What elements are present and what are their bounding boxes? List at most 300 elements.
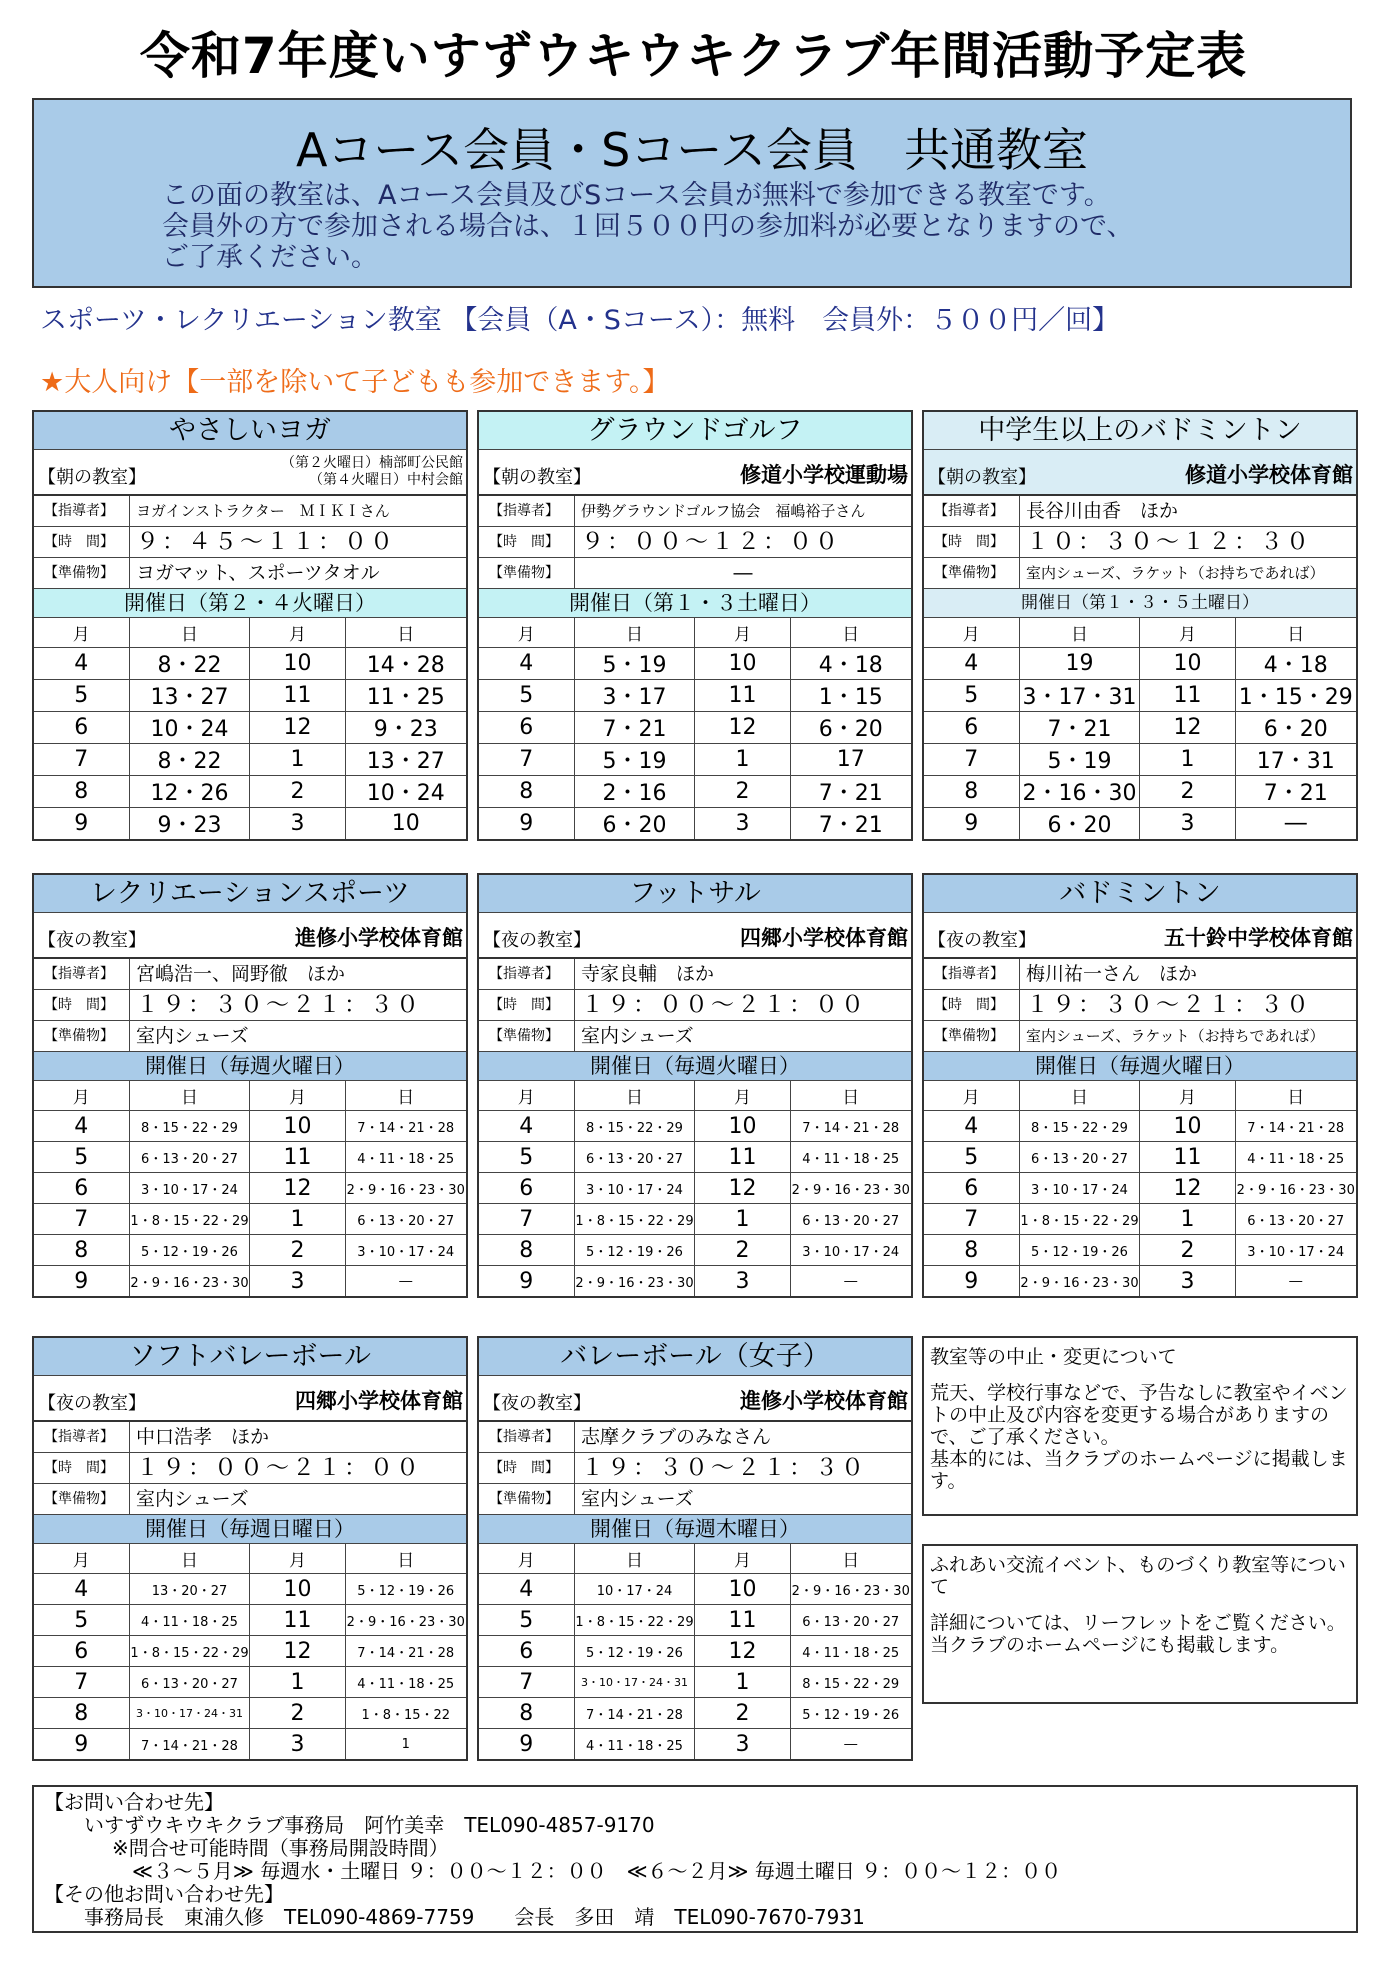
dates-cell: 1・8・15・22・29 <box>129 1636 250 1667</box>
dates-cell: 4・11・18・25 <box>345 1667 466 1698</box>
banner-intro <box>162 180 1133 273</box>
dates-cell: 19 <box>1019 648 1140 680</box>
dates-cell: 12・26 <box>129 776 250 808</box>
month-cell: 8 <box>479 1698 574 1729</box>
month-cell: 1 <box>250 744 345 776</box>
banner-line: ご了承ください。 <box>162 242 378 273</box>
schedule-row <box>479 648 911 680</box>
dates-cell: 8・22 <box>129 744 250 776</box>
row-value: 中口浩孝 ほか <box>136 1426 270 1448</box>
dates-cell: 2・9・16・23・30 <box>1235 1173 1356 1204</box>
row-value: ９：００～１２：００ <box>581 529 841 555</box>
venue-name: 五十鈴中学校体育館 <box>1164 926 1353 950</box>
row-value: 室内シューズ <box>136 1488 249 1510</box>
month-cell: 5 <box>34 1605 129 1636</box>
schedule-days: 開催日（毎週火曜日） <box>34 1052 466 1081</box>
dates-cell: 3・10・17・24 <box>1235 1235 1356 1266</box>
dates-cell: 7・14・21・28 <box>129 1729 250 1760</box>
dates-cell: 13・27 <box>345 744 466 776</box>
dates-cell: 3・10・17・24 <box>129 1173 250 1204</box>
dates-cell: 3・10・17・24・31 <box>129 1698 250 1729</box>
column-header: 日 <box>574 1081 695 1111</box>
row-label: 【時 間】 <box>479 990 575 1020</box>
month-cell: 4 <box>479 1111 574 1142</box>
course-banner <box>32 98 1352 288</box>
contact-other: 事務局長 東浦久修 TEL090-4869-7759 会長 多田 靖 TEL090-7670-7931 <box>84 1905 865 1929</box>
dates-cell: 2・9・16・23・30 <box>345 1605 466 1636</box>
column-header: 月 <box>34 1544 129 1574</box>
dates-cell: 4・11・18・25 <box>129 1605 250 1636</box>
schedule-row <box>924 1173 1356 1204</box>
time-row <box>479 1453 911 1484</box>
schedule-row <box>34 1729 466 1760</box>
month-cell: 2 <box>695 1698 790 1729</box>
items-row <box>479 558 911 589</box>
schedule-row <box>479 1729 911 1760</box>
schedule-header-row <box>34 618 466 648</box>
schedule-row <box>479 744 911 776</box>
time-row <box>924 527 1356 558</box>
items-row <box>34 1484 466 1515</box>
time-row <box>34 990 466 1021</box>
dates-cell: ― <box>1235 1266 1356 1297</box>
row-label: 【指導者】 <box>34 1422 130 1452</box>
month-cell: 4 <box>479 648 574 680</box>
month-cell: 4 <box>479 1574 574 1605</box>
contact-hours-label: ※問合せ可能時間（事務局開設時間） <box>112 1836 449 1860</box>
month-cell: 9 <box>34 1266 129 1297</box>
column-header: 月 <box>250 1544 345 1574</box>
schedule-row <box>479 1667 911 1698</box>
column-header: 日 <box>345 618 466 648</box>
contact-hours: ≪３～５月≫ 毎週水・土曜日 ９：００～１２：００ ≪６～２月≫ 毎週土曜日 ９：００～１２：００ <box>132 1859 1062 1883</box>
dates-cell: 5・12・19・26 <box>574 1235 695 1266</box>
month-cell: 3 <box>1140 808 1235 840</box>
column-header: 月 <box>479 618 574 648</box>
schedule-days: 開催日（第１・３土曜日） <box>479 589 911 618</box>
row-label: 【準備物】 <box>479 1484 575 1514</box>
month-cell: 8 <box>34 1235 129 1266</box>
month-cell: 1 <box>695 1204 790 1235</box>
row-label: 【時 間】 <box>924 990 1020 1020</box>
items-row <box>479 1484 911 1515</box>
class-panel <box>922 873 1358 1298</box>
dates-cell: 5・12・19・26 <box>790 1698 911 1729</box>
dates-cell: 17 <box>790 744 911 776</box>
dates-cell: 2・9・16・23・30 <box>790 1574 911 1605</box>
class-title: バレーボール（女子） <box>479 1338 911 1376</box>
schedule-header-row <box>479 1081 911 1111</box>
schedule-row <box>34 1111 466 1142</box>
schedule-days: 開催日（毎週火曜日） <box>479 1052 911 1081</box>
session-label: 【夜の教室】 <box>483 1393 591 1414</box>
dates-cell: 2・16・30 <box>1019 776 1140 808</box>
time-row <box>479 527 911 558</box>
dates-cell: 8・15・22・29 <box>1019 1111 1140 1142</box>
dates-cell: 4・11・18・25 <box>345 1142 466 1173</box>
dates-cell: 5・12・19・26 <box>1019 1235 1140 1266</box>
column-header: 月 <box>695 1544 790 1574</box>
schedule-row <box>479 776 911 808</box>
column-header: 日 <box>345 1081 466 1111</box>
column-header: 月 <box>1140 1081 1235 1111</box>
month-cell: 7 <box>924 1204 1019 1235</box>
row-label: 【準備物】 <box>34 1021 130 1051</box>
row-value: 室内シューズ、ラケット（お持ちであれば） <box>1026 1027 1325 1045</box>
venue-name: 進修小学校体育館 <box>295 926 463 950</box>
dates-cell: 3・17 <box>574 680 695 712</box>
month-cell: 9 <box>479 1729 574 1760</box>
month-cell: 10 <box>250 1111 345 1142</box>
column-header: 月 <box>1140 618 1235 648</box>
row-label: 【準備物】 <box>479 1021 575 1051</box>
schedule-header-row <box>924 618 1356 648</box>
dates-cell: 11・25 <box>345 680 466 712</box>
row-value: 長谷川由香 ほか <box>1026 500 1179 522</box>
venue-name: 四郷小学校体育館 <box>740 926 908 950</box>
schedule-row <box>924 1235 1356 1266</box>
instructor-row <box>34 496 466 527</box>
schedule-row <box>34 776 466 808</box>
month-cell: 4 <box>924 648 1019 680</box>
dates-cell: 7・14・21・28 <box>790 1111 911 1142</box>
column-header: 月 <box>34 618 129 648</box>
month-cell: 8 <box>34 776 129 808</box>
notice-heading: 教室等の中止・変更について <box>930 1346 1177 1368</box>
session-label: 【朝の教室】 <box>38 467 146 488</box>
month-cell: 9 <box>924 808 1019 840</box>
schedule-row <box>34 808 466 840</box>
month-cell: 7 <box>924 744 1019 776</box>
column-header: 月 <box>250 1081 345 1111</box>
venue-name: 四郷小学校体育館 <box>295 1389 463 1413</box>
schedule-row <box>479 1266 911 1297</box>
schedule-row <box>924 680 1356 712</box>
month-cell: 5 <box>479 1142 574 1173</box>
instructor-row <box>479 1422 911 1453</box>
dates-cell: 7・21 <box>790 808 911 840</box>
month-cell: 6 <box>479 712 574 744</box>
dates-cell: 7・21 <box>790 776 911 808</box>
schedule-row <box>479 712 911 744</box>
dates-cell: 13・20・27 <box>129 1574 250 1605</box>
month-cell: 3 <box>250 808 345 840</box>
month-cell: 6 <box>924 712 1019 744</box>
column-header: 日 <box>1235 1081 1356 1111</box>
row-value: １９：００～２１：００ <box>136 1455 422 1481</box>
column-header: 日 <box>129 1544 250 1574</box>
adult-note: ★大人向け【一部を除いて子どもも参加できます。】 <box>40 367 670 398</box>
row-value: 室内シューズ <box>136 1025 249 1047</box>
row-value: 梅川祐一さん ほか <box>1026 963 1198 985</box>
dates-cell: 1・8・15・22・29 <box>129 1204 250 1235</box>
month-cell: 7 <box>34 1667 129 1698</box>
column-header: 月 <box>250 618 345 648</box>
column-header: 日 <box>1019 1081 1140 1111</box>
notice-heading: ふれあい交流イベント、ものづくり教室等について <box>930 1554 1346 1598</box>
items-row <box>479 1021 911 1052</box>
venue-name: 修道小学校体育館 <box>1185 463 1353 487</box>
month-cell: 9 <box>479 808 574 840</box>
column-header: 日 <box>1019 618 1140 648</box>
month-cell: 11 <box>250 1605 345 1636</box>
schedule-days: 開催日（第１・３・５土曜日） <box>924 589 1356 618</box>
row-value: ９：４５～１１：００ <box>136 529 396 555</box>
month-cell: 3 <box>250 1266 345 1297</box>
month-cell: 4 <box>34 1111 129 1142</box>
row-value: １９：００～２１：００ <box>581 992 867 1018</box>
contact-office: いすずウキウキクラブ事務局 阿竹美幸 TEL090-4857-9170 <box>84 1813 655 1837</box>
month-cell: 9 <box>34 1729 129 1760</box>
month-cell: 11 <box>250 1142 345 1173</box>
dates-cell: 2・16 <box>574 776 695 808</box>
schedule-row <box>479 1111 911 1142</box>
month-cell: 9 <box>924 1266 1019 1297</box>
month-cell: 2 <box>695 1235 790 1266</box>
schedule-row <box>34 648 466 680</box>
column-header: 月 <box>695 1081 790 1111</box>
month-cell: 5 <box>924 1142 1019 1173</box>
month-cell: 2 <box>250 776 345 808</box>
schedule-row <box>34 1142 466 1173</box>
dates-cell: 5・19 <box>574 648 695 680</box>
month-cell: 12 <box>695 1173 790 1204</box>
row-label: 【時 間】 <box>34 527 130 557</box>
dates-cell: 1・8・15・22・29 <box>1019 1204 1140 1235</box>
schedule-row <box>924 648 1356 680</box>
class-panel <box>32 1336 468 1761</box>
dates-cell: 9・23 <box>129 808 250 840</box>
row-label: 【指導者】 <box>924 496 1020 526</box>
month-cell: 1 <box>1140 744 1235 776</box>
dates-cell: 6・13・20・27 <box>1019 1142 1140 1173</box>
month-cell: 5 <box>479 680 574 712</box>
class-venue-row <box>479 1376 911 1422</box>
month-cell: 11 <box>1140 680 1235 712</box>
month-cell: 5 <box>924 680 1019 712</box>
column-header: 日 <box>790 1081 911 1111</box>
schedule-days: 開催日（毎週日曜日） <box>34 1515 466 1544</box>
dates-cell: 6・13・20・27 <box>345 1204 466 1235</box>
session-label: 【夜の教室】 <box>38 930 146 951</box>
month-cell: 11 <box>1140 1142 1235 1173</box>
column-header: 日 <box>790 1544 911 1574</box>
dates-cell: 6・13・20・27 <box>129 1667 250 1698</box>
schedule-days: 開催日（毎週火曜日） <box>924 1052 1356 1081</box>
items-row <box>34 1021 466 1052</box>
dates-cell: 9・23 <box>345 712 466 744</box>
row-label: 【時 間】 <box>34 990 130 1020</box>
schedule-row <box>479 1204 911 1235</box>
schedule-header-row <box>34 1081 466 1111</box>
month-cell: 10 <box>250 648 345 680</box>
dates-cell: 17・31 <box>1235 744 1356 776</box>
session-label: 【夜の教室】 <box>928 930 1036 951</box>
schedule-row <box>34 1235 466 1266</box>
items-row <box>924 1021 1356 1052</box>
month-cell: 3 <box>695 1266 790 1297</box>
schedule-row <box>924 1142 1356 1173</box>
month-cell: 6 <box>479 1636 574 1667</box>
dates-cell: 8・15・22・29 <box>129 1111 250 1142</box>
schedule-row <box>34 1173 466 1204</box>
month-cell: 12 <box>695 1636 790 1667</box>
schedule-row <box>924 1111 1356 1142</box>
month-cell: 9 <box>479 1266 574 1297</box>
dates-cell: 8・22 <box>129 648 250 680</box>
month-cell: 6 <box>924 1173 1019 1204</box>
dates-cell: 14・28 <box>345 648 466 680</box>
dates-cell: 8・15・22・29 <box>790 1667 911 1698</box>
row-value: 伊勢グラウンドゴルフ協会 福嶋裕子さん <box>581 502 866 520</box>
dates-cell: 6・13・20・27 <box>790 1605 911 1636</box>
column-header: 月 <box>924 618 1019 648</box>
month-cell: 7 <box>479 744 574 776</box>
row-label: 【準備物】 <box>924 1021 1020 1051</box>
row-label: 【準備物】 <box>34 1484 130 1514</box>
class-panel <box>477 873 913 1298</box>
dates-cell: 1・8・15・22・29 <box>574 1204 695 1235</box>
class-venue-row <box>34 1376 466 1422</box>
schedule-row <box>924 1266 1356 1297</box>
month-cell: 5 <box>34 680 129 712</box>
schedule-table <box>479 1081 911 1296</box>
month-cell: 10 <box>250 1574 345 1605</box>
class-venue-row <box>924 450 1356 496</box>
dates-cell: 4・18 <box>1235 648 1356 680</box>
sports-fee-line: スポーツ・レクリエーション教室 【会員（A・Sコース）：無料 会員外：５００円／回】 <box>40 305 1120 336</box>
row-label: 【指導者】 <box>479 959 575 989</box>
class-venue-row <box>479 913 911 959</box>
dates-cell: 6・20 <box>574 808 695 840</box>
row-label: 【準備物】 <box>479 558 575 588</box>
month-cell: 10 <box>695 1574 790 1605</box>
instructor-row <box>479 496 911 527</box>
schedule-row <box>34 680 466 712</box>
schedule-row <box>479 1142 911 1173</box>
dates-cell: 3・10・17・24 <box>790 1235 911 1266</box>
banner-line: この面の教室は、Aコース会員及びSコース会員が無料で参加できる教室です。 <box>162 180 1111 211</box>
month-cell: 12 <box>1140 1173 1235 1204</box>
dates-cell: 1・15・29 <box>1235 680 1356 712</box>
class-title: レクリエーションスポーツ <box>34 875 466 913</box>
venue-line: （第４火曜日）中村会館 <box>309 472 463 488</box>
dates-cell: 6・13・20・27 <box>1235 1204 1356 1235</box>
dates-cell: 5・19 <box>1019 744 1140 776</box>
dates-cell: 2・9・16・23・30 <box>129 1266 250 1297</box>
row-value: 室内シューズ、ラケット（お持ちであれば） <box>1026 564 1325 582</box>
month-cell: 2 <box>250 1235 345 1266</box>
class-title: バドミントン <box>924 875 1356 913</box>
month-cell: 3 <box>1140 1266 1235 1297</box>
column-header: 月 <box>479 1544 574 1574</box>
month-cell: 5 <box>479 1605 574 1636</box>
month-cell: 2 <box>250 1698 345 1729</box>
column-header: 月 <box>695 618 790 648</box>
schedule-table <box>34 1081 466 1296</box>
month-cell: 6 <box>34 1173 129 1204</box>
dates-cell: 10・24 <box>129 712 250 744</box>
month-cell: 6 <box>479 1173 574 1204</box>
schedule-table <box>479 618 911 839</box>
dates-cell: 2・9・16・23・30 <box>790 1173 911 1204</box>
venue-name: 進修小学校体育館 <box>740 1389 908 1413</box>
contact-other-heading: 【その他お問い合わせ先】 <box>44 1882 284 1906</box>
month-cell: 2 <box>695 776 790 808</box>
schedule-table <box>34 618 466 839</box>
page-title: 令和7年度いすずウキウキクラブ年間活動予定表 <box>139 27 1248 85</box>
class-panel <box>477 1336 913 1761</box>
month-cell: 6 <box>34 1636 129 1667</box>
column-header: 日 <box>1235 618 1356 648</box>
schedule-table <box>924 1081 1356 1296</box>
schedule-row <box>34 1698 466 1729</box>
class-panel <box>32 873 468 1298</box>
column-header: 日 <box>129 1081 250 1111</box>
schedule-row <box>34 1636 466 1667</box>
class-venue-row <box>34 913 466 959</box>
instructor-row <box>924 959 1356 990</box>
dates-cell: 1・8・15・22・29 <box>574 1605 695 1636</box>
time-row <box>924 990 1356 1021</box>
dates-cell: 4・11・18・25 <box>574 1729 695 1760</box>
schedule-row <box>924 712 1356 744</box>
row-label: 【指導者】 <box>924 959 1020 989</box>
dates-cell: 4・11・18・25 <box>790 1636 911 1667</box>
dates-cell: 3・10・17・24・31 <box>574 1667 695 1698</box>
dates-cell: 2・9・16・23・30 <box>345 1173 466 1204</box>
dates-cell: 10 <box>345 808 466 840</box>
month-cell: 7 <box>34 1204 129 1235</box>
month-cell: 1 <box>695 1667 790 1698</box>
schedule-days: 開催日（毎週木曜日） <box>479 1515 911 1544</box>
month-cell: 11 <box>695 1142 790 1173</box>
row-label: 【指導者】 <box>479 496 575 526</box>
class-title: やさしいヨガ <box>34 412 466 450</box>
contact-heading: 【お問い合わせ先】 <box>44 1790 224 1814</box>
row-value: ヨガインストラクター ＭＩＫＩさん <box>136 502 390 520</box>
schedule-row <box>34 744 466 776</box>
month-cell: 8 <box>479 776 574 808</box>
dates-cell: 10・24 <box>345 776 466 808</box>
month-cell: 4 <box>924 1111 1019 1142</box>
dates-cell: 7・14・21・28 <box>345 1636 466 1667</box>
session-label: 【夜の教室】 <box>483 930 591 951</box>
month-cell: 3 <box>695 1729 790 1760</box>
month-cell: 3 <box>250 1729 345 1760</box>
column-header: 月 <box>34 1081 129 1111</box>
column-header: 月 <box>479 1081 574 1111</box>
month-cell: 7 <box>479 1204 574 1235</box>
schedule-header-row <box>479 1544 911 1574</box>
dates-cell: 5・12・19・26 <box>574 1636 695 1667</box>
schedule-row <box>34 1667 466 1698</box>
row-value: 室内シューズ <box>581 1025 694 1047</box>
dates-cell: 1・8・15・22 <box>345 1698 466 1729</box>
schedule-row <box>479 1574 911 1605</box>
venue-name: 修道小学校運動場 <box>740 463 908 487</box>
session-label: 【夜の教室】 <box>38 1393 146 1414</box>
row-value: 宮嶋浩一、岡野徹 ほか <box>136 963 346 985</box>
row-label: 【時 間】 <box>34 1453 130 1483</box>
column-header: 日 <box>574 618 695 648</box>
session-label: 【朝の教室】 <box>928 467 1036 488</box>
month-cell: 1 <box>250 1667 345 1698</box>
dates-cell: 6・20 <box>1235 712 1356 744</box>
month-cell: 10 <box>695 1111 790 1142</box>
schedule-row <box>34 1204 466 1235</box>
schedule-row <box>924 744 1356 776</box>
